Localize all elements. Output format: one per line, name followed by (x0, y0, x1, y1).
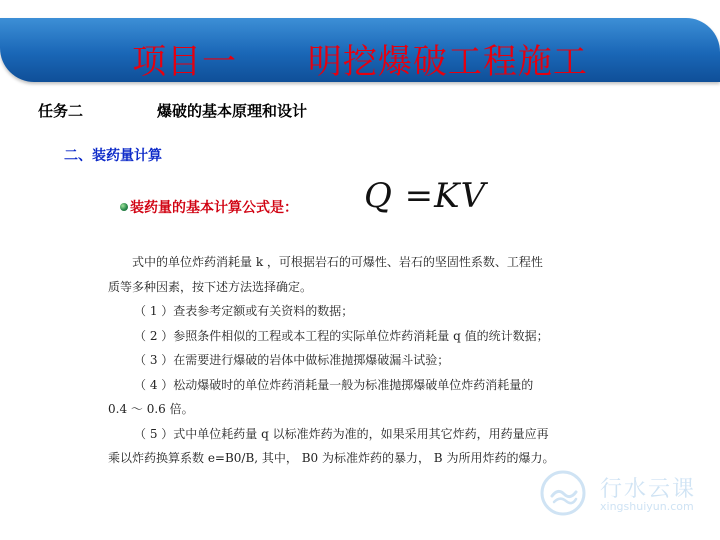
bullet-label: 装药量的基本计算公式是： (130, 200, 298, 216)
watermark-url: xingshuiyun.com (600, 500, 694, 513)
bullet-icon (120, 203, 128, 211)
watermark-logo (540, 468, 710, 520)
method-item-3: （ 3 ）在需要进行爆破的岩体中做标准抛掷爆破漏斗试验； (134, 353, 450, 367)
method-item-5-line-1: （ 5 ）式中单位耗药量 q 以标准炸药为准的，如果采用其它炸药，用药量应再 (134, 426, 549, 441)
task-name: 爆破的基本原理和设计 (157, 102, 308, 120)
water-drop-icon (540, 470, 586, 516)
method-item-4-line-2: 0.4 ～ 0.6 倍。 (108, 402, 194, 416)
page-title: 项目一 明挖爆破工程施工 (132, 42, 588, 82)
intro-line-1: 式中的单位炸药消耗量 k ，可根据岩石的可爆性、岩石的坚固性系数、工程性 (132, 255, 543, 269)
body-text (108, 250, 616, 471)
formula-bullet (120, 195, 298, 219)
charge-formula: Q =KV (364, 176, 487, 216)
task-label: 任务二 (38, 102, 84, 120)
watermark-name: 行水云课 (600, 477, 697, 502)
intro-line-2: 质等多种因素，按下述方法选择确定。 (108, 279, 313, 294)
method-item-5-line-2: 乘以炸药换算系数 e=B0/B, 其中， B0 为标准炸药的暴力， B 为所用炸药的爆力。 (108, 451, 555, 465)
method-item-2: （ 2 ）参照条件相似的工程或本工程的实际单位炸药消耗量 q 值的统计数据； (134, 328, 549, 343)
method-item-4-line-1: （ 4 ）松动爆破时的单位炸药消耗量一般为标准抛掷爆破单位炸药消耗量的 (134, 377, 534, 392)
method-item-1: （ 1 ）查表参考定额或有关资料的数据； (134, 304, 354, 318)
section-heading: 二、装药量计算 (64, 148, 162, 164)
